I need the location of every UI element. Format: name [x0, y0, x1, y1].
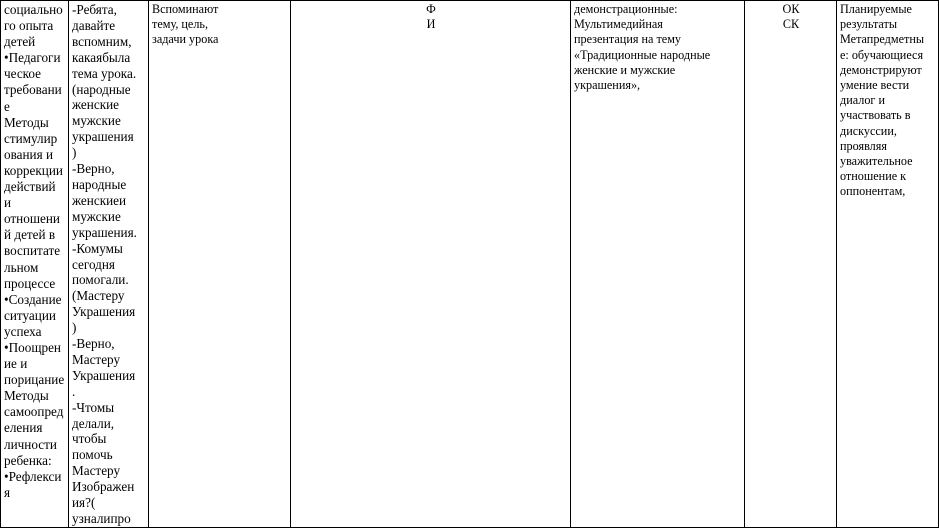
teacher-activity-line	[72, 320, 146, 336]
methods-line: Методы	[4, 388, 49, 404]
teacher-activity-line	[72, 225, 146, 241]
teacher-activity-line	[72, 129, 146, 145]
resources-line: «Традиционные народные	[574, 47, 711, 62]
planned-results-line: умение вести	[840, 78, 910, 93]
methods-line: успеха	[4, 323, 42, 339]
teacher-activity-word: Украшения	[72, 304, 136, 320]
methods-line: ситуации	[4, 307, 56, 323]
student-activity-cell	[149, 1, 291, 528]
methods-line: самоопред	[4, 404, 64, 420]
teacher-activity-line	[72, 384, 146, 400]
work-form-line: И	[426, 17, 436, 32]
methods-line: еления	[4, 420, 43, 436]
teacher-activity-line	[72, 50, 146, 66]
teacher-activity-line	[72, 2, 146, 18]
teacher-activity-line	[72, 241, 146, 257]
planned-results-line: участвовать в	[840, 108, 911, 123]
teacher-activity-word: Украшения	[72, 367, 136, 383]
student-activity-line: задачи урока	[152, 32, 219, 47]
teacher-activity-line	[72, 288, 146, 304]
teacher-activity-line	[72, 511, 146, 527]
teacher-activity-word: про	[110, 511, 131, 526]
teacher-activity-word: мужские	[72, 113, 121, 129]
teacher-activity-line	[72, 272, 146, 288]
teacher-activity-line	[72, 193, 146, 209]
methods-line: я	[4, 484, 11, 500]
methods-line: действий	[4, 179, 56, 195]
planned-results-line: Планируемые	[840, 2, 912, 16]
methods-line: ческое	[4, 66, 42, 82]
teacher-activity-word: помогали.	[72, 272, 129, 288]
resources-line: украшения»,	[574, 78, 641, 93]
teacher-activity-word: украшения.	[72, 224, 137, 240]
teacher-activity-word: )	[72, 320, 77, 336]
table-row	[1, 1, 939, 528]
control-form-text	[748, 2, 834, 32]
teacher-activity-line	[72, 431, 146, 447]
teacher-activity-word: узнали	[72, 511, 111, 526]
methods-line: ребенка:	[4, 452, 52, 468]
student-activity-text	[152, 2, 288, 48]
teacher-activity-text	[72, 2, 146, 527]
control-form-line: ОК	[782, 2, 800, 16]
teacher-activity-word: украшения	[72, 129, 134, 145]
resources-text	[574, 2, 742, 93]
student-activity-line: Вспоминают	[152, 2, 219, 16]
methods-cell	[1, 1, 69, 528]
planned-results-line: отношение к	[840, 169, 907, 184]
methods-line: го опыта	[4, 18, 54, 34]
teacher-activity-line	[72, 463, 146, 479]
methods-line: Методы	[4, 114, 49, 130]
teacher-activity-line	[72, 400, 146, 416]
teacher-activity-word: мы	[96, 399, 115, 415]
teacher-activity-line	[72, 336, 146, 352]
methods-line: и	[4, 195, 12, 211]
teacher-activity-line	[72, 97, 146, 113]
teacher-activity-word: )	[72, 145, 77, 161]
teacher-activity-word: Мастеру	[72, 351, 121, 367]
teacher-activity-line	[72, 113, 146, 129]
methods-line: ие и	[4, 356, 28, 372]
teacher-activity-word: Изображен	[72, 479, 135, 495]
planned-results-line: результаты	[840, 17, 898, 32]
teacher-activity-line	[72, 304, 146, 320]
planned-results-line: Метапредметны	[840, 32, 925, 47]
methods-line: стимулир	[4, 130, 58, 146]
control-form-line: СК	[782, 17, 800, 32]
methods-text	[4, 2, 66, 501]
methods-line: •Рефлекси	[4, 468, 62, 484]
teacher-activity-line	[72, 209, 146, 225]
methods-line: порицание	[4, 372, 65, 388]
resources-line: женские и мужские	[574, 62, 676, 77]
teacher-activity-word: чтобы	[72, 431, 107, 447]
methods-line: •Поощрен	[4, 339, 61, 355]
teacher-activity-line	[72, 352, 146, 368]
teacher-activity-word: женские	[72, 97, 120, 113]
work-form-line: Ф	[426, 2, 436, 16]
teacher-activity-line	[72, 145, 146, 161]
methods-line: е	[4, 98, 10, 114]
methods-line: •Педагоги	[4, 50, 61, 66]
methods-line: социально	[4, 2, 63, 17]
teacher-activity-word: вспомним,	[72, 33, 132, 49]
methods-line: й детей в	[4, 227, 56, 243]
teacher-activity-word: мужские	[72, 208, 121, 224]
methods-line: требовани	[4, 82, 62, 98]
teacher-activity-word: .	[72, 383, 76, 399]
resources-line: Мультимедийная	[574, 17, 663, 32]
planned-results-line: диалог и	[840, 93, 885, 108]
teacher-activity-word: тема урока.	[72, 65, 137, 81]
teacher-activity-word: народные	[72, 176, 127, 192]
teacher-activity-word: -Верно,	[72, 336, 115, 352]
planned-results-line: уважительное	[840, 154, 913, 169]
methods-line: процессе	[4, 275, 56, 291]
planned-results-line: е: обучающиеся	[840, 47, 924, 62]
planned-results-text	[840, 2, 936, 200]
methods-line: льном	[4, 259, 39, 275]
teacher-activity-word: давайте	[72, 17, 116, 33]
planned-results-line: проявляя	[840, 138, 887, 153]
teacher-activity-line	[72, 447, 146, 463]
teacher-activity-word: (	[90, 495, 96, 511]
teacher-activity-word: Мастеру	[72, 463, 121, 479]
teacher-activity-line	[72, 34, 146, 50]
teacher-activity-word: -Кому	[72, 240, 106, 256]
teacher-activity-line	[72, 82, 146, 98]
methods-line: воспитате	[4, 243, 61, 259]
teacher-activity-word: помочь	[72, 447, 113, 463]
teacher-activity-word: -Что	[72, 399, 97, 415]
control-form-cell	[745, 1, 837, 528]
teacher-activity-word: -Верно,	[72, 161, 115, 177]
resources-line: презентация на тему	[574, 32, 682, 47]
teacher-activity-line	[72, 368, 146, 384]
teacher-activity-word: ия?	[72, 495, 91, 511]
teacher-activity-word: -	[72, 2, 77, 17]
methods-line: ования и	[4, 146, 54, 162]
work-form-cell	[291, 1, 571, 528]
teacher-activity-word: сегодня	[72, 256, 115, 272]
teacher-activity-word: и	[119, 192, 127, 208]
teacher-activity-line	[72, 18, 146, 34]
teacher-activity-word: делали,	[72, 415, 115, 431]
teacher-activity-line	[72, 257, 146, 273]
methods-line: отношени	[4, 211, 60, 227]
teacher-activity-word: какая	[72, 49, 103, 65]
work-form-text	[294, 2, 568, 32]
planned-results-cell	[837, 1, 939, 528]
teacher-activity-word: была	[102, 49, 131, 65]
student-activity-line: тему, цель,	[152, 17, 209, 32]
teacher-activity-word: (Мастеру	[72, 288, 125, 304]
teacher-activity-word: (народные	[72, 81, 131, 97]
teacher-activity-line	[72, 161, 146, 177]
teacher-activity-word: мы	[105, 240, 123, 256]
planned-results-line: оппонентам,	[840, 184, 906, 199]
methods-line: личности	[4, 436, 57, 452]
teacher-activity-line	[72, 177, 146, 193]
teacher-activity-word: женские	[72, 192, 120, 208]
planned-results-line: демонстрируют	[840, 62, 922, 77]
planned-results-line: дискуссии,	[840, 123, 897, 138]
teacher-activity-cell	[69, 1, 149, 528]
teacher-activity-line	[72, 416, 146, 432]
resources-cell	[571, 1, 745, 528]
methods-line: детей	[4, 34, 36, 50]
methods-line: •Создание	[4, 291, 62, 307]
teacher-activity-line	[72, 479, 146, 495]
teacher-activity-line	[72, 66, 146, 82]
teacher-activity-word: Ребята,	[76, 2, 117, 17]
teacher-activity-line	[72, 495, 146, 511]
methods-line: коррекции	[4, 162, 63, 178]
resources-line: демонстрационные:	[574, 2, 678, 16]
